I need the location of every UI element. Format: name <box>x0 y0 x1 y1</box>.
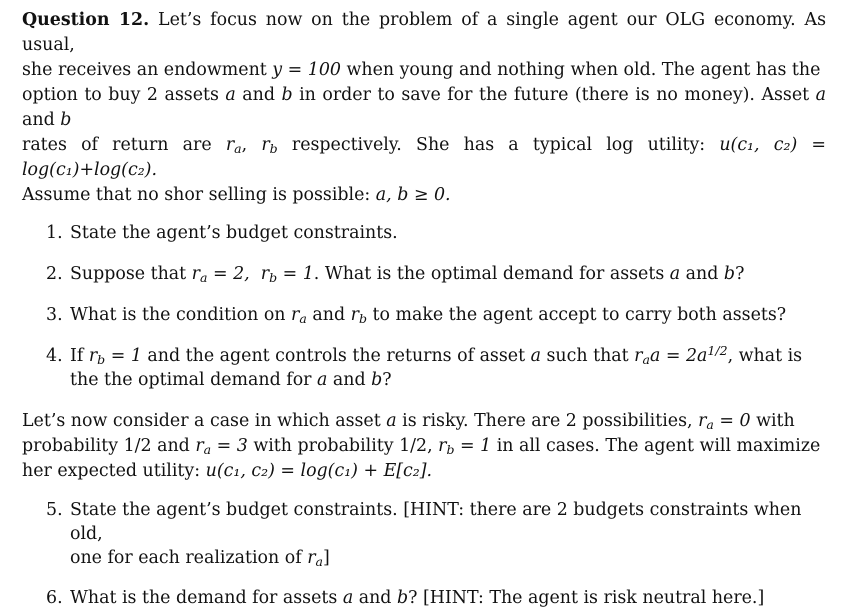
list-item <box>22 262 826 286</box>
item-text: ? [HINT: The agent is risk neutral here.] <box>408 588 765 608</box>
item-text: the the optimal demand for <box>70 370 318 390</box>
asset-b-math: b <box>281 85 293 105</box>
item-text: ] <box>322 548 330 568</box>
intro-line-5: Assume that no shor selling is possible: <box>22 185 376 205</box>
asset-b-math: b <box>60 110 72 130</box>
return-control-math: $r_aa = 2a^{1/2}$ <box>634 343 728 367</box>
item-text: one for each realization of <box>70 548 308 568</box>
item-number: 3. <box>46 305 63 325</box>
asset-a-math: a <box>342 588 354 608</box>
para-text: with <box>750 411 795 431</box>
item-text: State the agent’s budget constraints. [HINT: there are 2 budgets constraints when old, <box>70 500 802 544</box>
item-text: ? <box>382 370 392 390</box>
ra-zero-math: $r_a = 0$ <box>698 411 751 432</box>
item-text: and <box>327 370 372 390</box>
ra-math: $r_a$ <box>225 135 242 156</box>
list-item <box>22 344 826 392</box>
para-text: with probability 1/2, <box>247 436 439 456</box>
intro-line-1: Let’s focus now on the problem of a single agent our OLG economy. As usual, <box>22 10 827 55</box>
item-number: 5. <box>46 500 63 520</box>
returns-math: $r_a = 2$, $r_b = 1$ <box>191 264 314 285</box>
intro-line-3d: and <box>22 110 61 130</box>
para-text: her expected utility: <box>22 461 206 481</box>
item-text: Suppose that <box>70 264 192 284</box>
question-title: Question 12. <box>22 10 150 30</box>
para-text: is risky. There are 2 possibilities, <box>396 411 699 431</box>
rb-math: $r_b$ <box>350 305 367 326</box>
intro-line-2a: she receives an endowment <box>22 60 273 80</box>
ra-math: $r_a$ <box>291 305 307 326</box>
risky-asset-paragraph <box>22 409 826 484</box>
item-number: 6. <box>46 588 63 608</box>
asset-a-math: a <box>815 85 827 105</box>
item-text: . What is the optimal demand for assets <box>313 264 670 284</box>
ra-math: $r_a$ <box>307 548 323 569</box>
ra-three-math: $r_a = 3$ <box>195 436 248 457</box>
item-number: 4. <box>46 346 63 366</box>
item-text: If <box>70 346 89 366</box>
para-text: in all cases. The agent will maximize <box>491 436 821 456</box>
intro-line-3b: and <box>235 85 282 105</box>
list-item <box>22 221 826 245</box>
item-text: What is the condition on <box>70 305 292 325</box>
rb-one-math: $r_b = 1$ <box>438 436 492 457</box>
asset-b-math: b <box>723 264 736 284</box>
expected-utility-math: u(c₁, c₂) = log(c₁) + E[c₂]. <box>205 461 433 481</box>
item-text: , what is <box>727 346 803 366</box>
item-text: What is the demand for assets <box>70 588 343 608</box>
para-text: probability 1/2 and <box>22 436 196 456</box>
asset-a-math: a <box>530 346 541 366</box>
utility-math: u(c₁, c₂) = log(c₁)+log(c₂). <box>22 135 826 180</box>
asset-a-math: a <box>225 85 236 105</box>
rb-math: $r_b = 1$ <box>88 346 142 367</box>
question-list-part-1 <box>22 221 826 392</box>
asset-b-math: b <box>396 588 409 608</box>
question-list-part-2 <box>22 498 826 610</box>
asset-b-math: b <box>371 370 383 390</box>
item-text: State the agent’s budget constraints. <box>70 223 398 243</box>
item-text: and the agent controls the returns of asset <box>141 346 531 366</box>
item-text: such that <box>540 346 635 366</box>
asset-a-math: a <box>669 264 681 284</box>
nonneg-math: a, b ≥ 0. <box>375 185 451 205</box>
rb-math: $r_b$ <box>261 135 278 156</box>
para-text: Let’s now consider a case in which asset <box>22 411 387 431</box>
intro-line-3c: in order to save for the future (there is no money). Asset <box>292 85 816 105</box>
item-number: 2. <box>46 264 63 284</box>
item-text: and <box>680 264 724 284</box>
item-text: ? <box>735 264 745 284</box>
intro-line-4b: respectively. She has a typical log utility: <box>277 135 720 155</box>
intro-line-2b: when young and nothing when old. The agent has the <box>340 60 821 80</box>
item-text: to make the agent accept to carry both assets? <box>366 305 787 325</box>
asset-a-math: a <box>317 370 328 390</box>
intro-line-3a: option to buy 2 assets <box>22 85 226 105</box>
endowment-math: y = 100 <box>272 60 341 80</box>
item-number: 1. <box>46 223 63 243</box>
intro-line-4a: rates of return are <box>22 135 226 155</box>
list-item <box>22 586 826 610</box>
list-item <box>22 498 826 570</box>
asset-a-math: a <box>386 411 397 431</box>
list-item <box>22 303 826 327</box>
item-text: and <box>353 588 397 608</box>
item-text: and <box>306 305 351 325</box>
question-intro: Question 12. Let’s focus now on the problem of a single agent our OLG economy. As usual, she receives an endowment y = 100 when young and nothing when old. The agent has the option to buy 2 assets a and b in order to save for the future (there is no money). Asset a and b rates of return are $r_a$, $r_b$ respectively. She has a typical log utility: u(c₁, c₂) = log(c₁)+log(c₂). Assume that no shor selling is possible: a, b ≥ 0. <box>22 10 827 205</box>
